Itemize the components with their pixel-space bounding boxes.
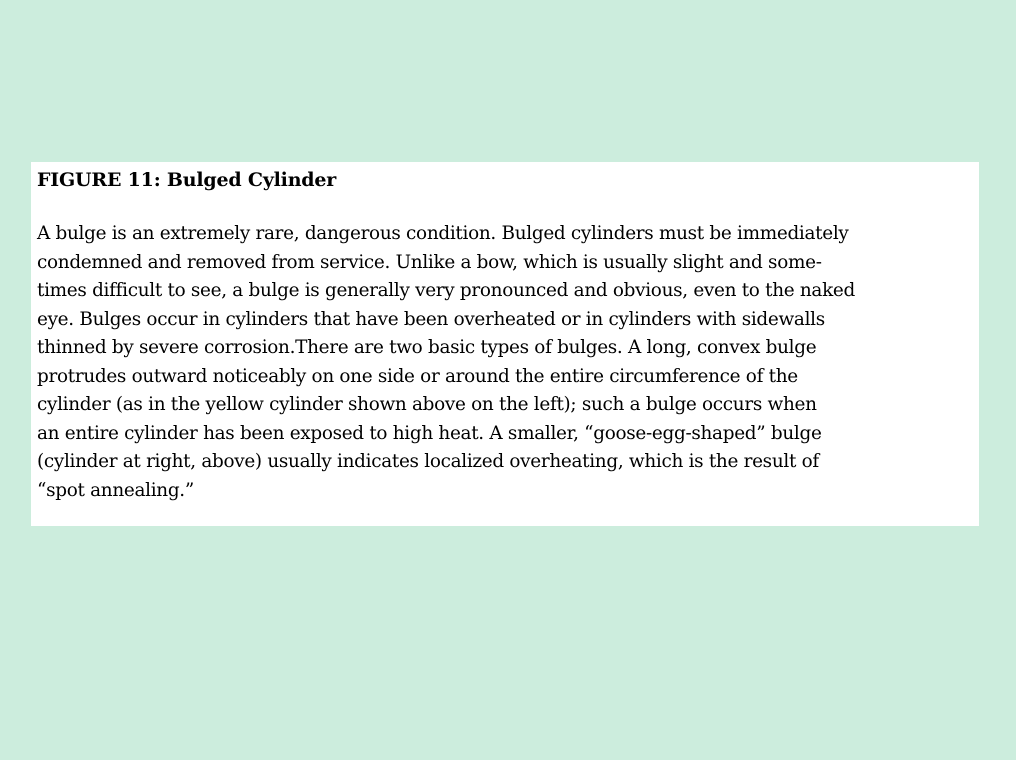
- figure-title: FIGURE 11: Bulged Cylinder: [37, 169, 337, 191]
- description-line: condemned and removed from service. Unlike a bow, which is usually slight and some-: [37, 251, 822, 273]
- description-line: times difficult to see, a bulge is generally very pronounced and obvious, even to the naked: [37, 280, 855, 301]
- description-line: an entire cylinder has been exposed to high heat. A smaller, “goose-egg-shaped” bulge: [37, 422, 822, 444]
- figure-description: [37, 220, 979, 505]
- description-line: (cylinder at right, above) usually indicates localized overheating, which is the result of: [37, 451, 819, 472]
- description-line: cylinder (as in the yellow cylinder shown above on the left); such a bulge occurs when: [37, 394, 817, 415]
- description-line: “spot annealing.”: [37, 479, 194, 501]
- description-line: eye. Bulges occur in cylinders that have been overheated or in cylinders with sidewalls: [37, 308, 825, 330]
- description-line: A bulge is an extremely rare, dangerous condition. Bulged cylinders must be immediately: [37, 223, 849, 244]
- figure-caption-box: [31, 162, 979, 526]
- description-line: thinned by severe corrosion.There are two basic types of bulges. A long, convex bulge: [37, 337, 817, 358]
- description-line: protrudes outward noticeably on one side or around the entire circumference of the: [37, 365, 798, 387]
